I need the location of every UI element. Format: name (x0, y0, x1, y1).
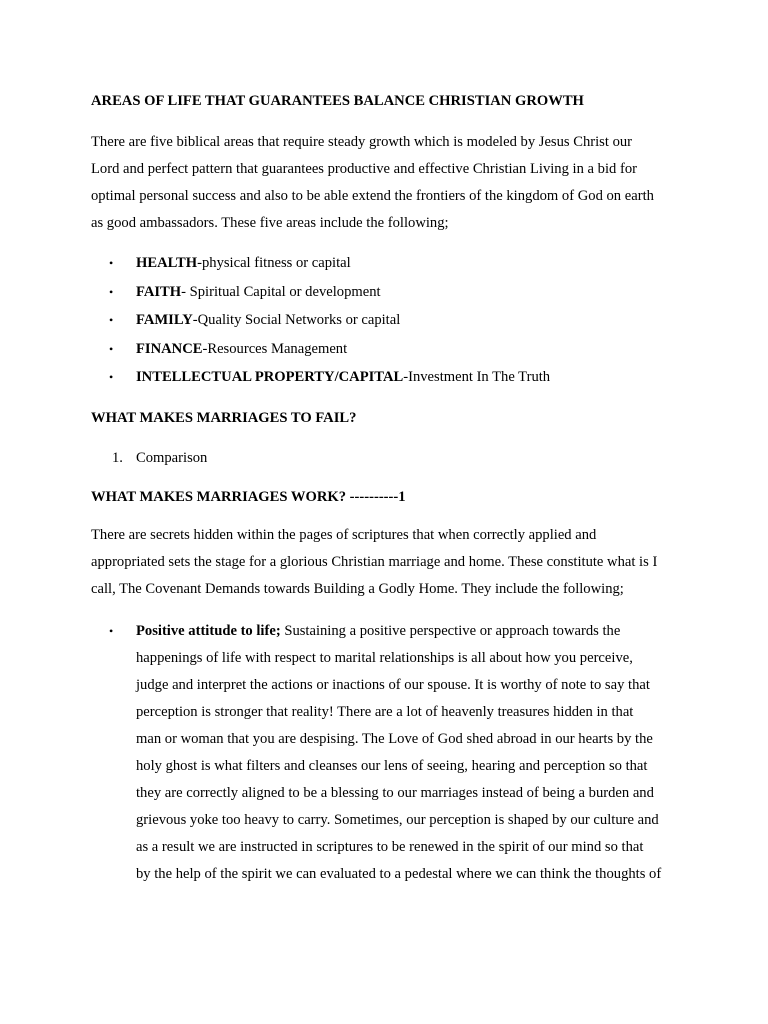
positive-attitude-first-line: Sustaining a positive perspective or approach towards the (280, 623, 621, 639)
area-name: FAITH (136, 283, 182, 300)
area-desc: - Spiritual Capital or development (181, 283, 381, 300)
heading-marriages-work: WHAT MAKES MARRIAGES WORK? ----------1 (91, 489, 406, 505)
positive-attitude-line: perception is stronger that reality! There are a lot of heavenly treasures hidden in that (136, 704, 634, 720)
heading-areas-of-life: AREAS OF LIFE THAT GUARANTEES BALANCE CHRISTIAN GROWTH (91, 93, 584, 109)
bullet-icon: • (109, 284, 114, 299)
area-name: FAMILY (136, 312, 193, 328)
work-intro-line: appropriated sets the stage for a glorious Christian marriage and home. These constitute what is I (91, 554, 658, 570)
list-number: 1. (112, 450, 123, 466)
area-name: INTELLECTUAL PROPERTY/CAPITAL (136, 369, 404, 385)
heading-marriages-fail: WHAT MAKES MARRIAGES TO FAIL? (91, 410, 357, 426)
list-item (109, 363, 729, 392)
intro-line: as good ambassadors. These five areas include the following; (91, 215, 449, 231)
bullet-icon: • (109, 341, 114, 356)
bullet-icon: • (109, 624, 114, 638)
area-desc: -physical fitness or capital (197, 255, 351, 271)
positive-attitude-line: happenings of life with respect to marital relationships is all about how you perceive, (136, 650, 633, 666)
list-item (109, 249, 729, 278)
intro-line: Lord and perfect pattern that guarantees productive and effective Christian Living in a bid for (91, 161, 637, 177)
bullet-icon: • (109, 370, 114, 384)
positive-attitude-line: holy ghost is what filters and cleanses our lens of seeing, hearing and perception so that (136, 758, 648, 774)
positive-attitude-line: grievous yoke too heavy to carry. Sometimes, our perception is shaped by our culture and (136, 812, 659, 828)
area-name: HEALTH (136, 255, 198, 271)
list-item (109, 335, 729, 364)
bullet-icon: • (109, 313, 114, 327)
positive-attitude-title: Positive attitude to life; (136, 623, 281, 639)
intro-line: optimal personal success and also to be able extend the frontiers of the kingdom of God on earth (91, 188, 654, 204)
positive-attitude-item (109, 618, 709, 888)
area-desc: -Quality Social Networks or capital (192, 312, 401, 328)
area-name: FINANCE (136, 340, 203, 357)
area-desc: -Investment In The Truth (403, 369, 551, 385)
positive-attitude-line: by the help of the spirit we can evaluated to a pedestal where we can think the thoughts of (136, 866, 662, 882)
area-desc: -Resources Management (202, 340, 348, 357)
positive-attitude-line: man or woman that you are despising. The Love of God shed abroad in our hearts by the (136, 731, 653, 747)
bullet-icon: • (109, 256, 114, 270)
intro-line: There are five biblical areas that require steady growth which is modeled by Jesus Christ our (91, 134, 633, 150)
intro-paragraph (91, 129, 691, 237)
areas-list (109, 249, 729, 392)
work-intro-line: call, The Covenant Demands towards Building a Godly Home. They include the following; (91, 581, 624, 597)
positive-attitude-line: as a result we are instructed in scriptures to be renewed in the spirit of our mind so that (136, 839, 644, 855)
list-item (109, 278, 729, 307)
positive-attitude-line: judge and interpret the actions or inactions of our spouse. It is worthy of note to say that (136, 677, 650, 693)
work-intro-paragraph (91, 522, 691, 603)
list-item-text: Comparison (136, 450, 208, 466)
positive-attitude-line: they are correctly aligned to be a blessing to our marriages instead of being a burden and (136, 785, 654, 801)
list-item (109, 306, 729, 335)
work-intro-line: There are secrets hidden within the pages of scriptures that when correctly applied and (91, 527, 597, 543)
